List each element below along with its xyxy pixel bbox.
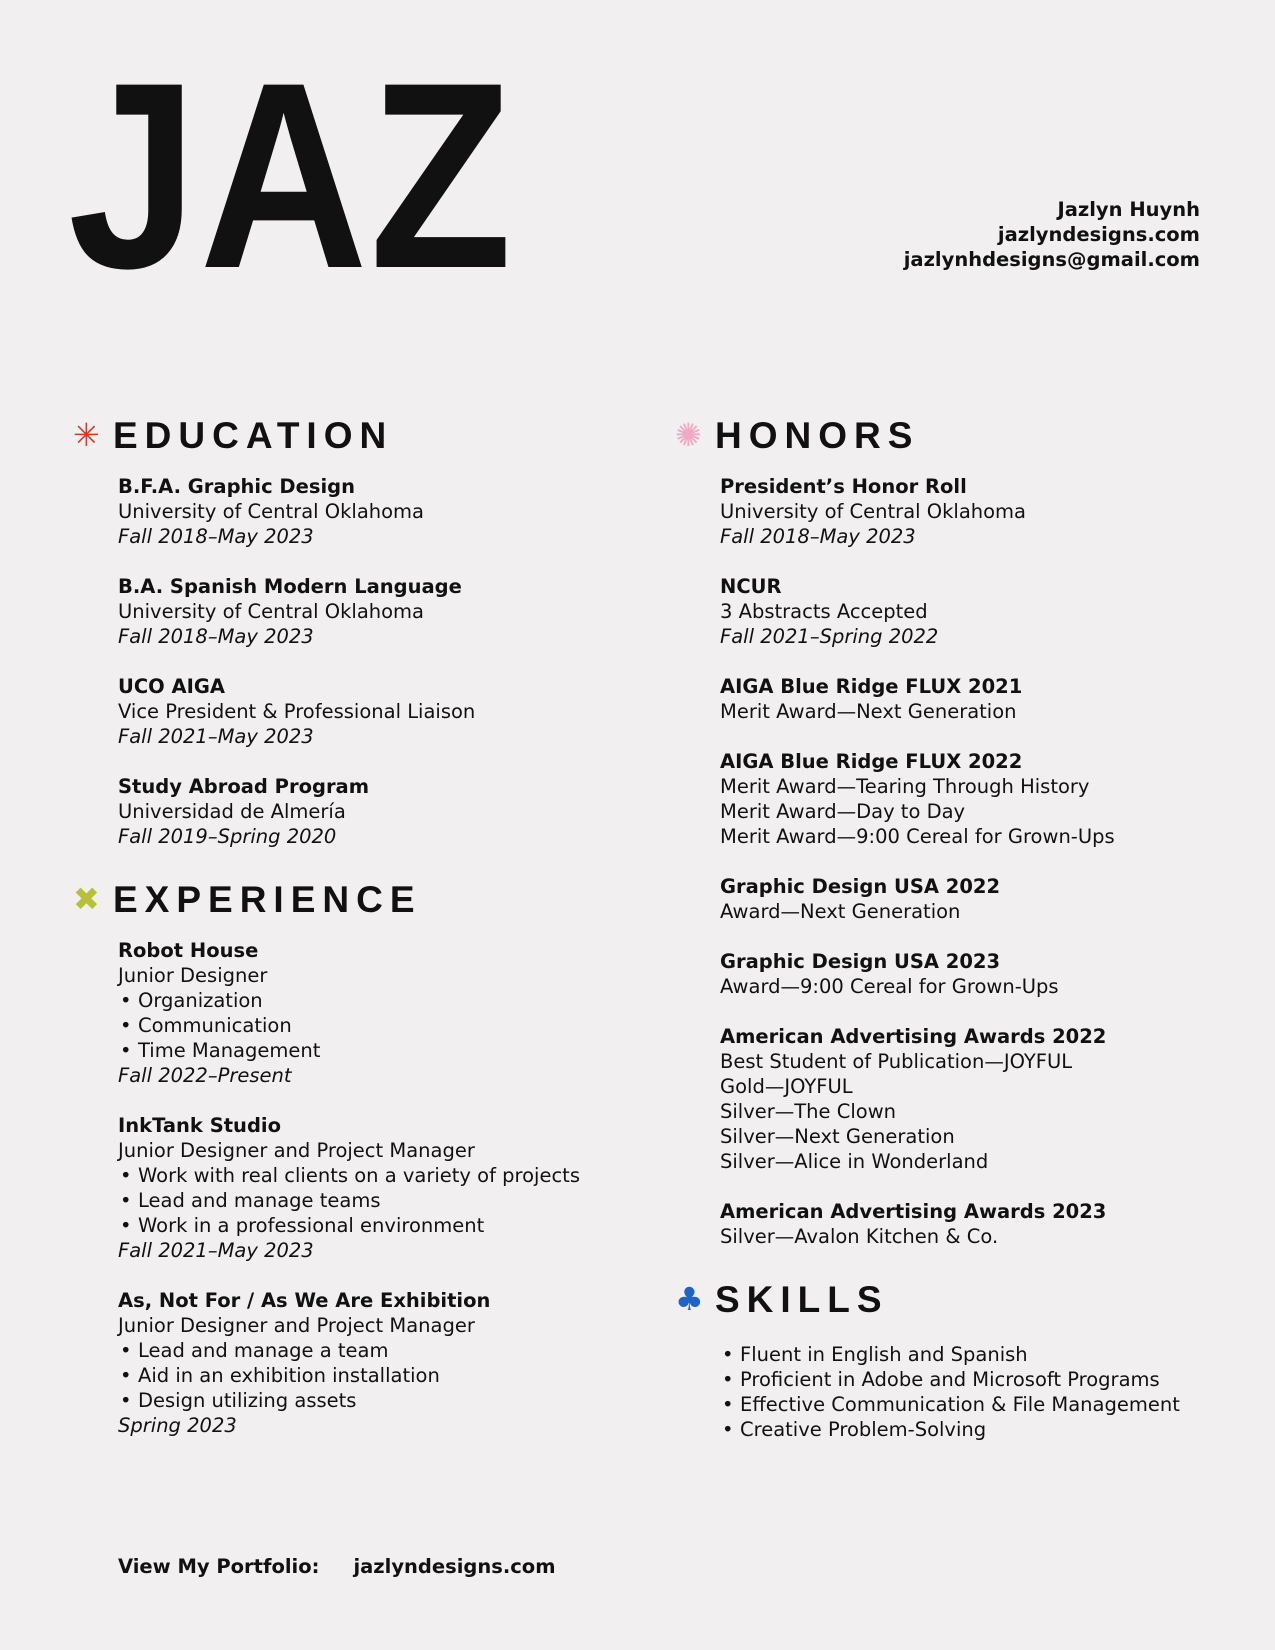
cross-icon: ✖ [73, 880, 100, 918]
education-header [73, 410, 633, 460]
entry-date: Fall 2018–May 2023 [118, 625, 314, 648]
entry-title: American Advertising Awards 2022 [720, 1025, 1107, 1048]
entry-line: Best Student of Publication—JOYFUL [720, 1050, 1073, 1073]
entry-bullet: • Work in a professional environment [118, 1213, 633, 1238]
entry-item [118, 574, 633, 649]
entry-item [118, 474, 633, 549]
entry-subtitle: Junior Designer [118, 964, 268, 987]
entry-item [720, 1199, 1215, 1249]
entry-date: Fall 2021–May 2023 [118, 1239, 314, 1262]
entry-subtitle: Junior Designer and Project Manager [118, 1139, 475, 1162]
entry-title: AIGA Blue Ridge FLUX 2021 [720, 675, 1023, 698]
entry-bullet: • Time Management [118, 1038, 633, 1063]
entry-item [118, 1113, 633, 1263]
portfolio-link[interactable]: jazlyndesigns.com [353, 1555, 556, 1578]
contact-name: Jazlyn Huynh [1057, 198, 1200, 221]
entry-title: B.F.A. Graphic Design [118, 475, 355, 498]
entry-date: Fall 2018–May 2023 [118, 525, 314, 548]
skill-item: • Proficient in Adobe and Microsoft Programs [720, 1367, 1215, 1392]
entry-title: Graphic Design USA 2022 [720, 875, 1001, 898]
education-title: EDUCATION [113, 414, 394, 456]
asterisk-icon: ✳ [73, 416, 100, 454]
entry-line: Merit Award—Tearing Through History [720, 775, 1090, 798]
experience-header [73, 874, 633, 924]
experience-section [73, 874, 633, 1438]
entry-title: Graphic Design USA 2023 [720, 950, 1001, 973]
entry-subtitle: Vice President & Professional Liaison [118, 700, 476, 723]
left-column [73, 410, 633, 1463]
skill-item: • Creative Problem-Solving [720, 1417, 1215, 1442]
entry-line: University of Central Oklahoma [720, 500, 1027, 523]
entry-title: AIGA Blue Ridge FLUX 2022 [720, 750, 1023, 773]
entry-title: Robot House [118, 939, 259, 962]
entry-line: Silver—Avalon Kitchen & Co. [720, 1225, 999, 1248]
entry-bullet: • Lead and manage teams [118, 1188, 633, 1213]
entry-line: Gold—JOYFUL [720, 1075, 853, 1098]
skills-section [675, 1274, 1215, 1442]
entry-date: Fall 2022–Present [118, 1064, 292, 1087]
entry-bullet: • Aid in an exhibition installation [118, 1363, 633, 1388]
honors-header [675, 410, 1215, 460]
entry-item [720, 474, 1215, 549]
experience-title: EXPERIENCE [113, 878, 422, 920]
entry-bullet: • Organization [118, 988, 633, 1013]
contact-website[interactable]: jazlyndesigns.com [997, 223, 1200, 246]
education-list [73, 474, 633, 849]
entry-subtitle: Universidad de Almería [118, 800, 346, 823]
entry-bullet: • Communication [118, 1013, 633, 1038]
entry-line: Merit Award—9:00 Cereal for Grown-Ups [720, 825, 1115, 848]
honors-title: HONORS [715, 414, 920, 456]
skill-item: • Effective Communication & File Management [720, 1392, 1215, 1417]
entry-line: Silver—Next Generation [720, 1125, 955, 1148]
sparkle-icon: ✺ [675, 416, 702, 454]
entry-item [720, 1024, 1215, 1174]
entry-title: Study Abroad Program [118, 775, 370, 798]
contact-block [904, 197, 1200, 272]
entry-title: NCUR [720, 575, 782, 598]
entry-subtitle: University of Central Oklahoma [118, 500, 425, 523]
entry-title: InkTank Studio [118, 1114, 281, 1137]
logo-wordmark: JAZ [68, 28, 514, 324]
entry-line: Merit Award—Day to Day [720, 800, 966, 823]
entry-line: 3 Abstracts Accepted [720, 600, 928, 623]
entry-bullet: • Lead and manage a team [118, 1338, 633, 1363]
entry-item [720, 949, 1215, 999]
entry-line: Silver—The Clown [720, 1100, 897, 1123]
entry-date: Spring 2023 [118, 1414, 237, 1437]
entry-title: As, Not For / As We Are Exhibition [118, 1289, 491, 1312]
entry-bullet: • Work with real clients on a variety of projects [118, 1163, 633, 1188]
entry-line: Award—9:00 Cereal for Grown-Ups [720, 975, 1059, 998]
entry-item [720, 574, 1215, 649]
right-column [675, 410, 1215, 1442]
entry-title: American Advertising Awards 2023 [720, 1200, 1107, 1223]
entry-title: President’s Honor Roll [720, 475, 967, 498]
portfolio-label: View My Portfolio: [118, 1555, 320, 1578]
skills-header [675, 1274, 1215, 1324]
entry-item [720, 674, 1215, 724]
skills-title: SKILLS [715, 1278, 889, 1320]
entry-date: Fall 2018–May 2023 [720, 525, 916, 548]
entry-date: Fall 2021–Spring 2022 [720, 625, 939, 648]
entry-line: Merit Award—Next Generation [720, 700, 1017, 723]
entry-subtitle: Junior Designer and Project Manager [118, 1314, 475, 1337]
entry-title: B.A. Spanish Modern Language [118, 575, 462, 598]
entry-item [118, 938, 633, 1088]
entry-item [118, 1288, 633, 1438]
experience-list [73, 938, 633, 1438]
entry-date: Fall 2019–Spring 2020 [118, 825, 337, 848]
entry-subtitle: University of Central Oklahoma [118, 600, 425, 623]
portfolio-footer [118, 1555, 556, 1578]
entry-bullet: • Design utilizing assets [118, 1388, 633, 1413]
entry-item [720, 749, 1215, 849]
entry-title: UCO AIGA [118, 675, 225, 698]
contact-email[interactable]: jazlynhdesigns@gmail.com [903, 248, 1200, 271]
club-icon: ♣ [675, 1280, 704, 1318]
entry-item [720, 874, 1215, 924]
entry-line: Silver—Alice in Wonderland [720, 1150, 989, 1173]
entry-date: Fall 2021–May 2023 [118, 725, 314, 748]
honors-section [675, 410, 1215, 1249]
skill-item: • Fluent in English and Spanish [720, 1342, 1215, 1367]
skills-list [675, 1342, 1215, 1442]
education-section [73, 410, 633, 849]
honors-list [675, 474, 1215, 1249]
entry-item [118, 674, 633, 749]
entry-item [118, 774, 633, 849]
entry-line: Award—Next Generation [720, 900, 961, 923]
